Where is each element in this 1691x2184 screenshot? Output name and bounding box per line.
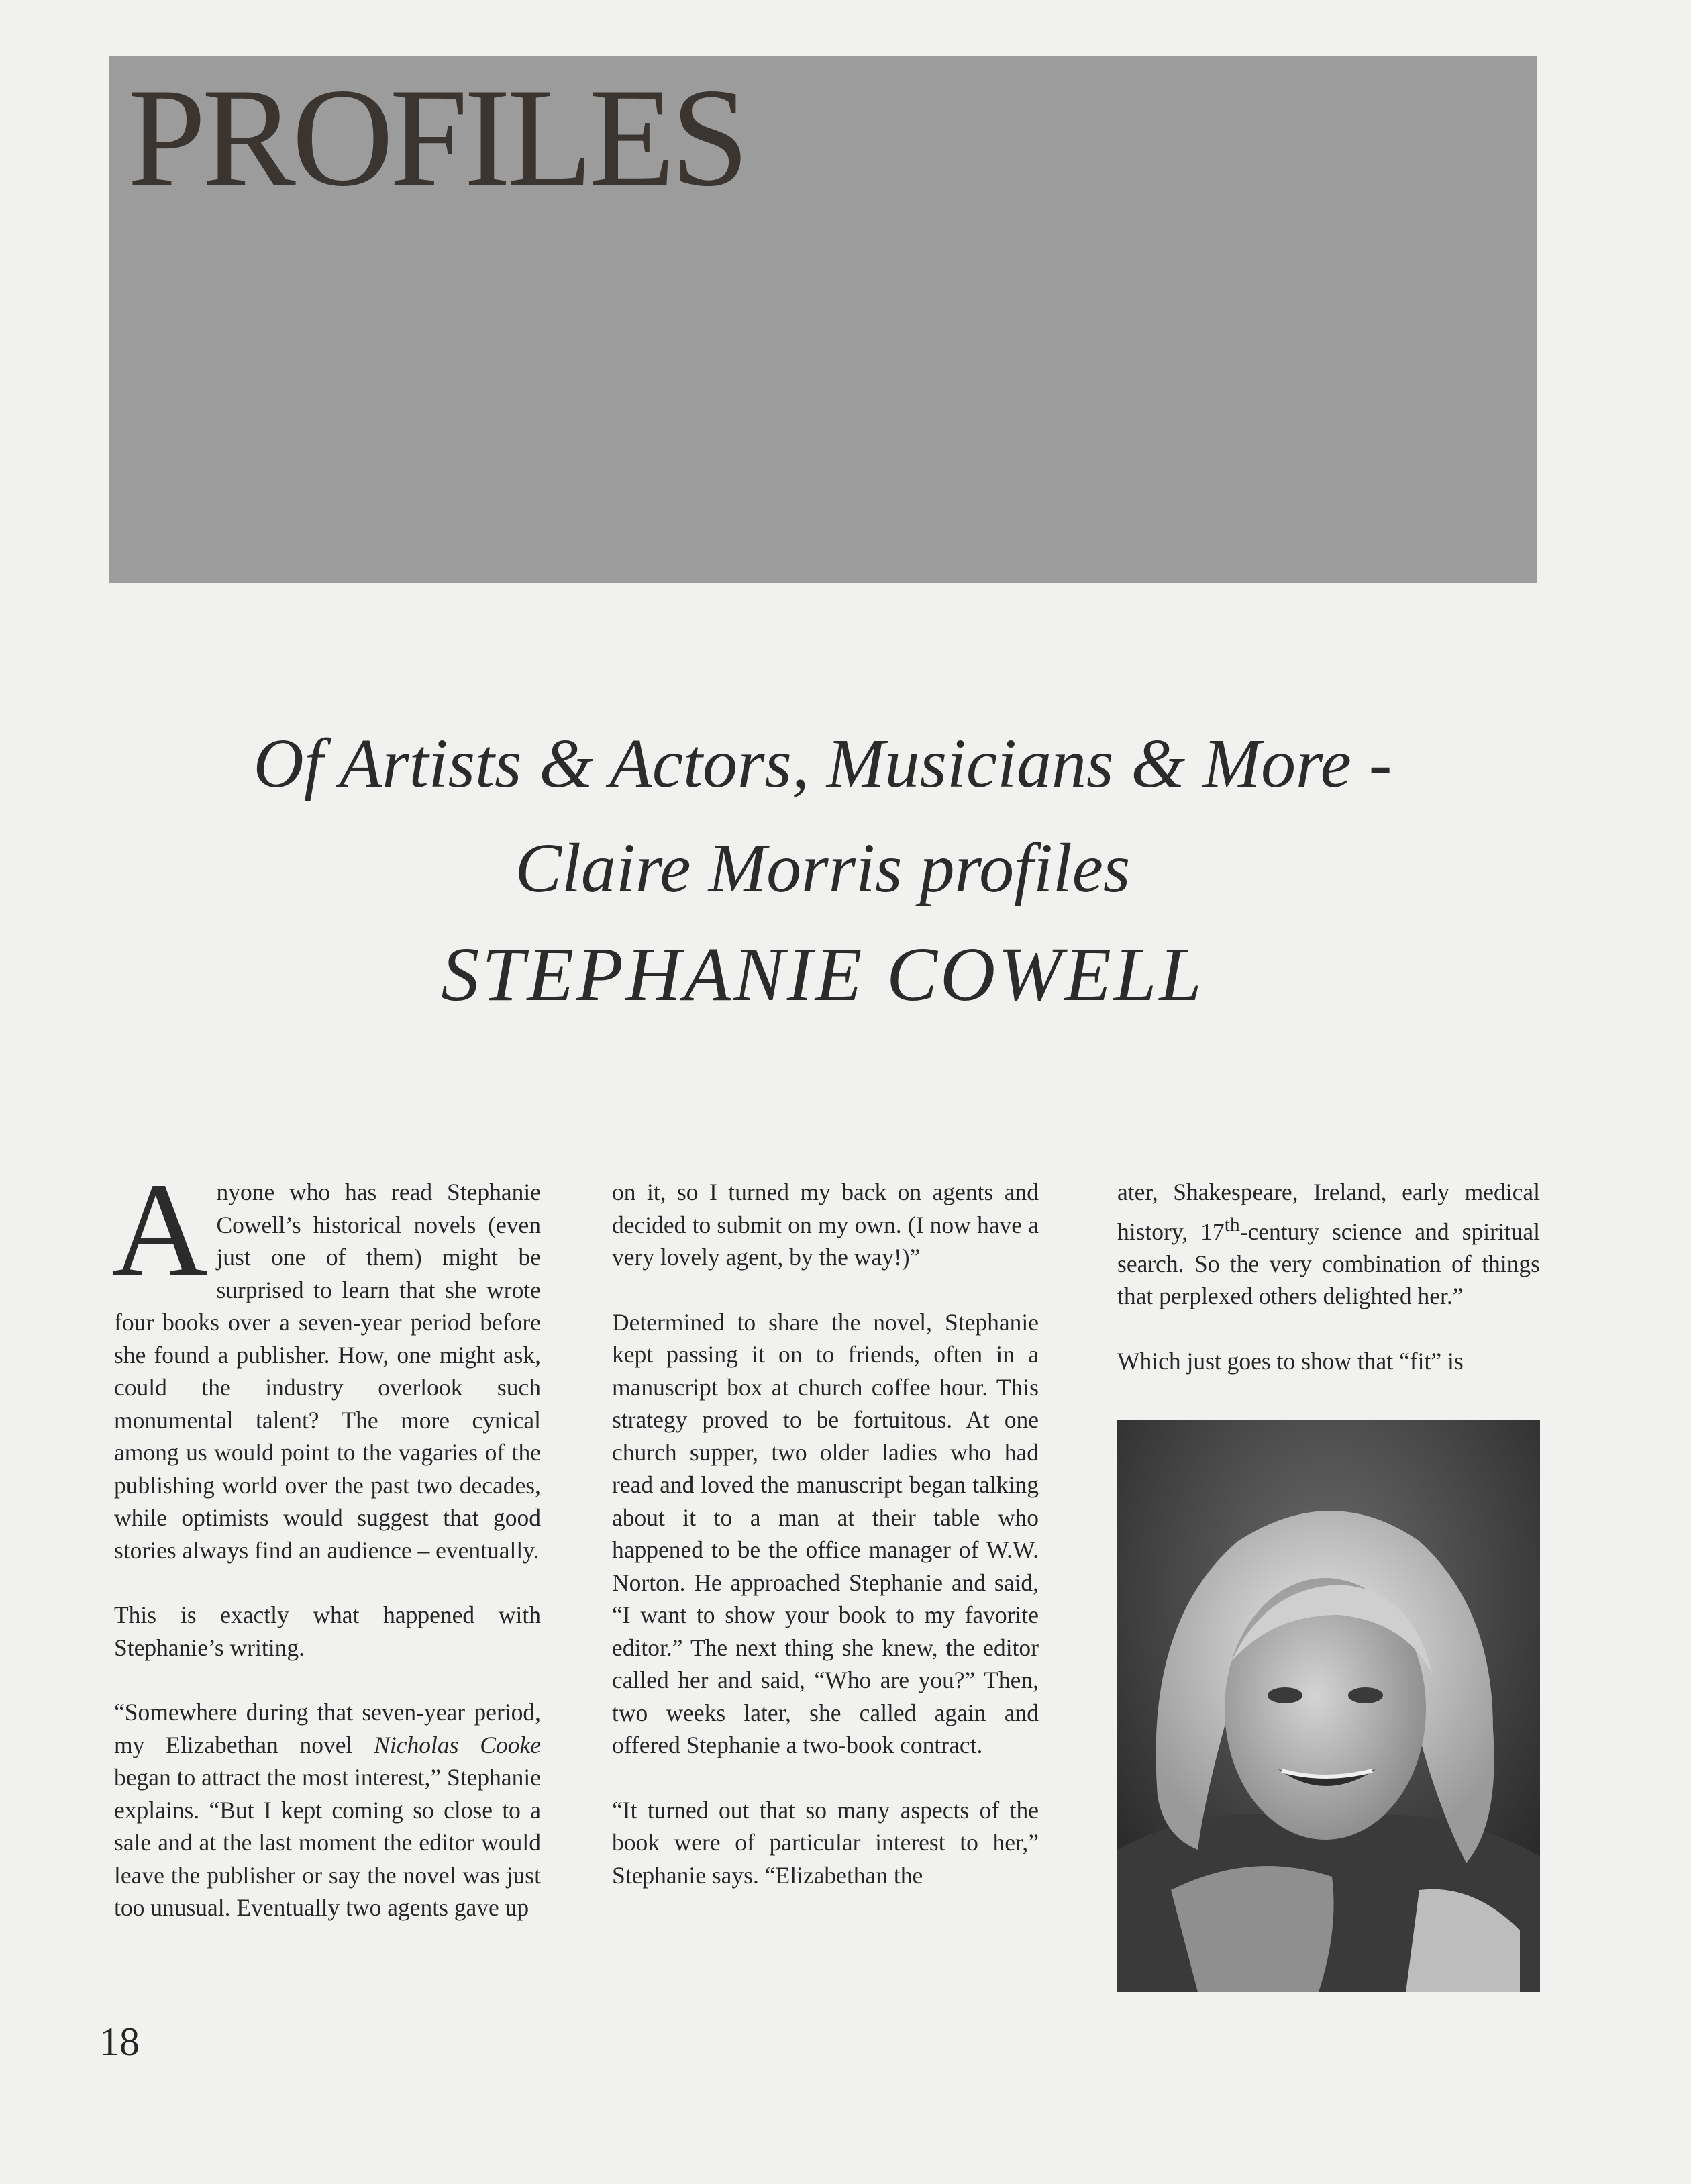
section-title: PROFILES	[127, 60, 746, 215]
headline-line-1: Of Artists & Actors, Musicians & More -	[253, 725, 1392, 802]
paragraph: Determined to share the novel, Stephanie kept passing it on to friends, often in a manuscript box at church coffee hour. This strategy proved to be fortuitous. At one church supper, two older ladies who had read and loved the manuscript began talking about it to a man at their table who happened to be the office manager of W.W. Norton. He approached Stephanie and said, “I want to show your book to my favorite editor.” The next thing she knew, the editor called her and said, “Who are you?” Then, two weeks later, she called again and offered Stephanie a two-book contract.	[612, 1308, 1039, 1758]
paragraph-text: nyone who has read Stephanie Cowell’s historical novels (even just one of them) might be surprised to learn that she wrote four books over a seven-year period before she found a publisher. How, one might ask, could the industry overlook such monumental talent? The more cynical among us would point to the vagaries of the publishing world over the past two decades, while optimists would suggest that good stories always find an audience – eventually.	[114, 1179, 541, 1564]
author-portrait-photo	[1117, 1420, 1540, 1992]
drop-cap: A	[111, 1156, 209, 1304]
article-column-1	[111, 1156, 541, 1924]
book-title: Nicholas Cooke	[374, 1731, 541, 1758]
paragraph: on it, so I turned my back on agents and decided to submit on my own. (I now have a very lovely agent, by the way!)”	[612, 1179, 1039, 1271]
paragraph-text: -century science and spiritual search. So the very combination of things that perplexed others delighted her.”	[1117, 1218, 1541, 1310]
headline-subject-name: STEPHANIE COWELL	[441, 932, 1205, 1017]
paragraph-text: “Somewhere during that seven-year period, my Elizabethan novel	[114, 1699, 541, 1758]
headline-line-2: Claire Morris profiles	[515, 830, 1131, 907]
page-number: 18	[99, 2020, 140, 2064]
paragraph-text: ater, Shakespeare, Ireland, early medical history, 17	[1117, 1179, 1540, 1245]
paragraph: Which just goes to show that “fit” is	[1117, 1347, 1464, 1375]
paragraph	[1117, 1176, 1540, 1313]
paragraph	[114, 1696, 541, 1924]
article-headline	[109, 711, 1537, 1028]
paragraph	[111, 1156, 541, 1567]
article-column-2	[612, 1176, 1039, 1891]
article-column-3	[1117, 1176, 1540, 1377]
paragraph-text: began to attract the most interest,” Stephanie explains. “But I kept coming so close to a sale and at the last moment the editor would leave the publisher or say the novel was just too unusual. Eventually two agents gave up	[114, 1764, 541, 1921]
paragraph: This is exactly what happened with Stephanie’s writing.	[114, 1601, 541, 1661]
paragraph: “It turned out that so many aspects of the book were of particular interest to her,” Stephanie says. “Elizabethan the	[612, 1796, 1039, 1889]
ordinal-suffix: th	[1224, 1213, 1240, 1236]
